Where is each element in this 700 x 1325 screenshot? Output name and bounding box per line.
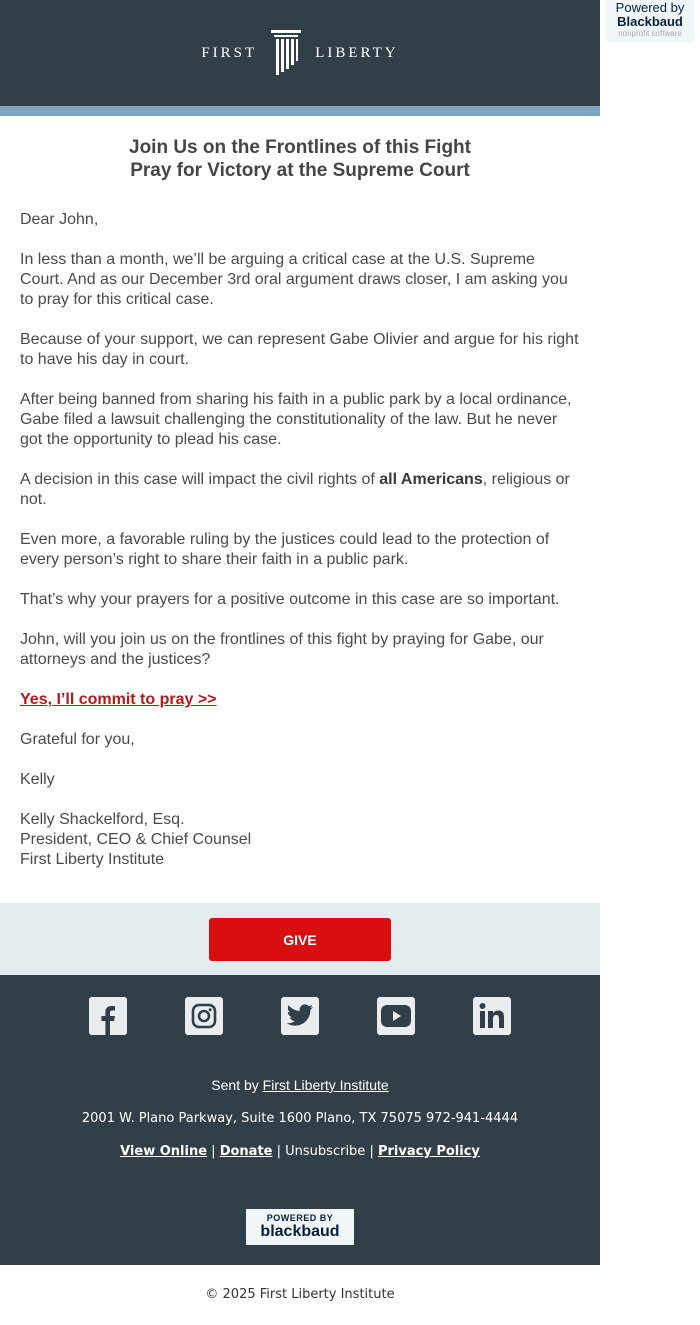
columns-logo-icon: [269, 29, 303, 77]
signature-line-3: First Liberty Institute: [20, 851, 165, 868]
paragraph-4: [20, 470, 580, 510]
powered-by-blackbaud-top-badge[interactable]: [606, 0, 694, 42]
paragraph-7: John, will you join us on the frontlines of this fight by praying for Gabe, our attorneys and the justices?: [20, 631, 544, 668]
linkedin-icon[interactable]: [473, 997, 511, 1035]
badge-line-2: blackbaud: [260, 1223, 340, 1240]
top-badge-line-3: nonprofit software: [618, 29, 682, 38]
top-badge-line-1: Powered by: [615, 0, 685, 15]
social-links: [0, 997, 600, 1035]
email-footer: [0, 975, 600, 1265]
email-title: [0, 136, 600, 182]
twitter-icon[interactable]: [281, 997, 319, 1035]
title-line-2: Pray for Victory at the Supreme Court: [130, 160, 470, 181]
title-line-1: Join Us on the Frontlines of this Fight: [129, 137, 471, 158]
powered-by-blackbaud-badge[interactable]: [246, 1209, 354, 1245]
paragraph-5: Even more, a favorable ruling by the justices could lead to the protection of every person’s right to share their faith in a public park.: [20, 531, 550, 568]
greeting: Dear John,: [20, 211, 99, 228]
separator: |: [276, 1144, 282, 1159]
paragraph-4-bold: all Americans: [379, 471, 483, 488]
email-header: [0, 0, 600, 106]
sent-by-link[interactable]: First Liberty Institute: [262, 1077, 389, 1093]
logo-text-liberty: LIBERTY: [315, 44, 399, 61]
signature-line-1: Kelly Shackelford, Esq.: [20, 811, 185, 828]
separator: |: [369, 1144, 374, 1159]
paragraph-4-start: A decision in this case will impact the civil rights of: [20, 471, 380, 488]
top-badge-line-2: Blackbaud: [617, 14, 683, 29]
give-band: [0, 903, 600, 975]
sign-name: Kelly: [20, 771, 55, 788]
signature-line-2: President, CEO & Chief Counsel: [20, 831, 252, 848]
donate-link[interactable]: Donate: [219, 1144, 273, 1159]
logo-text-first: FIRST: [201, 44, 258, 61]
separator: |: [211, 1144, 216, 1159]
signature-block: [20, 810, 580, 870]
instagram-icon[interactable]: [185, 997, 223, 1035]
paragraph-4-end: , religious or not.: [20, 471, 570, 508]
email-body: [0, 182, 600, 870]
first-liberty-logo[interactable]: [0, 28, 600, 78]
paragraph-2: Because of your support, we can represent Gabe Olivier and argue for his right to have his day in court.: [20, 331, 579, 368]
header-stripe: [0, 106, 600, 116]
youtube-icon[interactable]: [377, 997, 415, 1035]
privacy-policy-link[interactable]: Privacy Policy: [377, 1144, 480, 1159]
facebook-icon[interactable]: [89, 997, 127, 1035]
paragraph-1: In less than a month, we’ll be arguing a critical case at the U.S. Supreme Court. And as our December 3rd oral argument draws closer, I am asking you to pray for this critical case.: [20, 251, 568, 308]
unsubscribe-link[interactable]: Unsubscribe: [285, 1144, 366, 1159]
footer-links: [0, 1144, 600, 1159]
closing: Grateful for you,: [20, 731, 135, 748]
copyright: © 2025 First Liberty Institute: [205, 1287, 395, 1302]
footer-address: 2001 W. Plano Parkway, Suite 1600 Plano, TX 75075 972-941-4444: [81, 1111, 519, 1126]
view-online-link[interactable]: View Online: [120, 1144, 208, 1159]
paragraph-3: After being banned from sharing his faith in a public park by a local ordinance, Gabe filed a lawsuit challenging the constitutionality of the law. But he never got the opportunity to plead his case.: [20, 391, 572, 448]
commit-to-pray-link[interactable]: Yes, I’ll commit to pray >>: [20, 691, 217, 708]
give-button[interactable]: GIVE: [209, 918, 391, 961]
sent-by: [0, 1077, 600, 1093]
badge-line-1: POWERED BY: [266, 1213, 334, 1223]
paragraph-6: That’s why your prayers for a positive outcome in this case are so important.: [20, 591, 560, 608]
sent-by-label: Sent by: [211, 1077, 263, 1093]
